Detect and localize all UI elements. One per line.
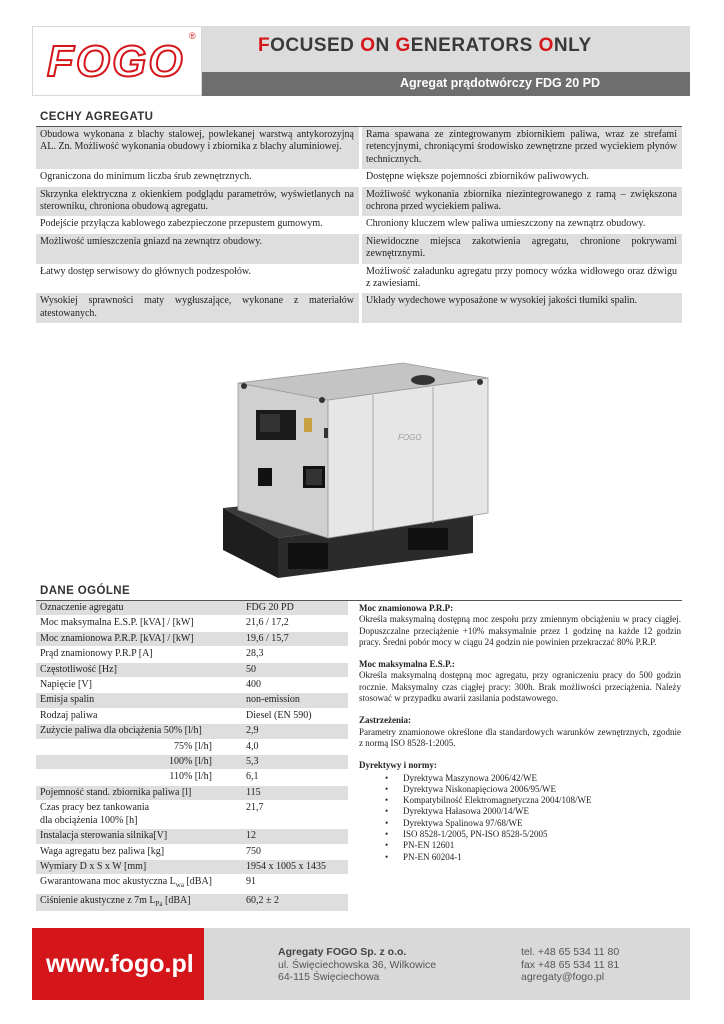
data-label: Waga agregatu bez paliwa [kg]: [40, 845, 165, 857]
esp-heading: Moc maksymalna E.S.P.:: [359, 659, 455, 670]
feature-left: Obudowa wykonana z blachy stalowej, powlekanej warstwą antykorozyjną AL. Zn. Możliwość wykonania obudowy i zbiornika z blachy aluminiowej.: [36, 127, 359, 169]
directive-item: • PN-EN 60204-1: [385, 852, 681, 863]
reservations-heading: Zastrzeżenia:: [359, 715, 411, 726]
page-footer: [32, 928, 690, 1000]
data-label: Moc znamionowa P.R.P. [kVA] / [kW]: [40, 632, 194, 644]
slogan-part: ENERATORS: [410, 35, 539, 56]
slogan-part: NLY: [553, 35, 592, 56]
directives-heading: Dyrektywy i normy:: [359, 760, 437, 771]
data-label: 110% [l/h]: [169, 771, 212, 783]
city-address: 64-115 Święciechowa: [278, 971, 380, 983]
general-heading: DANE OGÓLNE: [40, 585, 131, 597]
slogan: [258, 35, 592, 57]
data-row: [36, 829, 348, 844]
data-row: [36, 860, 348, 875]
data-value: 21,6 / 17,2: [246, 617, 289, 629]
notes-column: [359, 603, 681, 863]
directives-list: [359, 773, 681, 863]
data-row: [36, 663, 348, 678]
svg-text:FOGO: FOGO: [398, 433, 422, 442]
feature-row: [36, 264, 682, 294]
feature-right: Możliwość załadunku agregatu przy pomocy wózka widłowego oraz dźwigu z zawiesiami.: [359, 264, 682, 294]
slogan-part: F: [258, 35, 271, 56]
feature-right: Układy wydechowe wyposażone w wysokiej jakości tłumiki spalin.: [359, 293, 682, 323]
page-header: [32, 26, 690, 96]
data-label: Moc maksymalna E.S.P. [kVA] / [kW]: [40, 617, 194, 629]
data-row: [36, 786, 348, 801]
data-label: Czas pracy bez tankowania dla obciążenia 100% [h]: [40, 802, 150, 826]
data-value: 12: [246, 830, 256, 842]
feature-row: [36, 127, 682, 169]
data-row: [36, 894, 348, 912]
footer-url-block: [32, 928, 204, 1000]
directive-item: • Dyrektywa Spalinowa 97/68/WE: [385, 818, 681, 829]
logo-text: FOGO: [47, 37, 185, 86]
data-label: Gwarantowana moc akustyczna $L_{wa}$ [dBA]: [40, 876, 213, 890]
data-value: 28,3: [246, 648, 264, 660]
feature-row: [36, 234, 682, 264]
features-heading: CECHY AGREGATU: [40, 111, 154, 123]
data-value: 1954 x 1005 x 1435: [246, 860, 326, 872]
feature-right: Niewidoczne miejsca zakotwienia agregatu, chronione pokrywami zewnętrznymi.: [359, 234, 682, 264]
data-label: Ciśnienie akustyczne z 7m $L_{Pa}$ [dBA]: [40, 894, 191, 908]
slogan-part: N: [375, 35, 396, 56]
data-value: 2,9: [246, 725, 259, 737]
data-label: Prąd znamionowy P.R.P [A]: [40, 648, 153, 660]
slogan-part: OCUSED: [270, 35, 361, 56]
prp-text: Określa maksymalną dostępną moc zespołu przy zmiennym obciążeniu w pracy ciągłej. Dopuszczalne przeciążenie +10% maksymalnie przez 1 godzinę na każde 12 godzin pracy. Średni pobór mocy w ciągu 24 godzin nie powinien przekraczać 80% P.R.P.: [359, 614, 681, 647]
data-label: Rodzaj paliwa: [40, 709, 98, 721]
feature-row: [36, 169, 682, 186]
feature-row: [36, 216, 682, 233]
data-value: non-emission: [246, 694, 300, 706]
feature-row: [36, 293, 682, 323]
product-title: Agregat prądotwórczy FDG 20 PD: [399, 76, 600, 90]
feature-right: Dostępne większe pojemności zbiorników paliwowych.: [359, 169, 682, 186]
feature-left: Ograniczona do minimum liczba śrub zewnętrznych.: [36, 169, 359, 186]
data-row: [36, 801, 348, 829]
data-row: [36, 616, 348, 631]
contact-block: [521, 946, 619, 984]
title-bar: [202, 72, 690, 96]
data-label: Instalacja sterowania silnika[V]: [40, 830, 168, 842]
data-row: [36, 845, 348, 860]
data-label: Pojemność stand. zbiornika paliwa [l]: [40, 786, 192, 798]
data-label: 100% [l/h]: [168, 756, 212, 768]
email-link[interactable]: agregaty@fogo.pl: [521, 971, 605, 983]
data-row: [36, 647, 348, 662]
esp-text: Określa maksymalną dostępną moc agregatu, przy ograniczeniu pracy do 500 godzin rocznie. Maksymalny czas ciągłej pracy: 300h. Brak możliwości przeciążenia. Należy stosować w przypadku awarii zasilania podstawowego.: [359, 670, 681, 704]
website-link[interactable]: www.fogo.pl: [46, 950, 194, 978]
registered-mark: ®: [189, 31, 196, 41]
data-label: Oznaczenie agregatu: [40, 602, 124, 613]
slogan-part: G: [395, 35, 411, 56]
reservations-text: Parametry znamionowe określone dla standardowych warunków zewnętrznych, zgodnie z normą ISO 8528-1:2005.: [359, 726, 681, 748]
data-row: [36, 709, 348, 724]
directive-item: • ISO 8528-1/2005, PN-ISO 8528-5/2005: [385, 829, 681, 840]
prp-heading: Moc znamionowa P.R.P:: [359, 603, 454, 613]
data-label: Napięcie [V]: [40, 679, 92, 691]
directive-item: • PN-EN 12601: [385, 840, 681, 851]
data-value: 21,7: [246, 802, 264, 814]
data-label: Wymiary D x S x W [mm]: [40, 860, 147, 872]
generator-image: [218, 338, 508, 582]
data-value: 91: [246, 876, 256, 888]
fogo-logo: [32, 26, 202, 96]
data-value: 4,0: [246, 740, 259, 752]
phone: tel. +48 65 534 11 80: [521, 946, 620, 958]
address-block: [278, 946, 436, 984]
data-value: Diesel (EN 590): [246, 709, 312, 721]
slogan-part: O: [360, 35, 376, 56]
data-label: Zużycie paliwa dla obciążenia 50% [l/h]: [40, 725, 202, 737]
feature-left: Wysokiej sprawności maty wygłuszające, wykonane z materiałów atestowanych.: [36, 293, 359, 323]
data-value: 19,6 / 15,7: [246, 632, 289, 644]
data-value: FDG 20 PD: [246, 602, 294, 613]
directive-item: • Dyrektywa Hałasowa 2000/14/WE: [385, 806, 681, 817]
feature-left: Podejście przyłącza kablowego zabezpieczone przepustem gumowym.: [36, 216, 359, 233]
data-label: Emisja spalin: [40, 694, 95, 706]
general-data-table: [36, 601, 348, 912]
fax: fax +48 65 534 11 81: [521, 958, 620, 971]
data-row: [36, 693, 348, 708]
directive-item: • Kompatybilność Elektromagnetyczna 2004/108/WE: [385, 795, 681, 806]
features-table: [36, 127, 682, 323]
data-value: 5,3: [246, 756, 259, 768]
data-value: 6,1: [246, 771, 259, 783]
slogan-part: O: [538, 35, 554, 56]
feature-row: [36, 187, 682, 217]
data-row: [36, 740, 348, 755]
data-value: 115: [246, 786, 261, 798]
data-row: [36, 632, 348, 647]
feature-right: Chroniony kluczem wlew paliwa umieszczony na zewnątrz obudowy.: [359, 216, 682, 233]
feature-left: Skrzynka elektryczna z okienkiem podglądu parametrów, wyświetlanych na sterowniku, chroniona obudową agregatu.: [36, 187, 359, 217]
feature-left: Możliwość umieszczenia gniazd na zewnątrz obudowy.: [36, 234, 359, 264]
data-value: 60,2 ± 2: [246, 894, 279, 906]
data-row: [36, 755, 348, 770]
data-row: [36, 875, 348, 893]
data-row: [36, 601, 348, 616]
feature-right: Możliwość wykonania zbiornika niezintegrowanego z ramą – zwiększona ochrona przed wyciekiem paliwa.: [359, 187, 682, 217]
data-label: Częstotliwość [Hz]: [40, 663, 117, 675]
data-row: [36, 724, 348, 739]
data-row: [36, 770, 348, 785]
data-value: 50: [246, 663, 256, 675]
slogan-bar: [202, 26, 690, 72]
directive-item: • Dyrektywa Maszynowa 2006/42/WE: [385, 773, 681, 784]
street-address: ul. Święciechowska 36, Wilkowice: [278, 958, 437, 971]
feature-right: Rama spawana ze zintegrowanym zbiornikiem paliwa, wraz ze strefami retencyjnymi, chroniącymi środowisko zewnętrzne przed wyciekiem płynów technicznych.: [359, 127, 682, 169]
directive-item: • Dyrektywa Niskonapięciowa 2006/95/WE: [385, 784, 681, 795]
feature-left: Łatwy dostęp serwisowy do głównych podzespołów.: [36, 264, 359, 294]
data-row: [36, 678, 348, 693]
data-label: 75% [l/h]: [173, 740, 212, 752]
company-name: Agregaty FOGO Sp. z o.o.: [278, 946, 407, 958]
data-value: 750: [246, 845, 261, 857]
data-value: 400: [246, 679, 261, 691]
